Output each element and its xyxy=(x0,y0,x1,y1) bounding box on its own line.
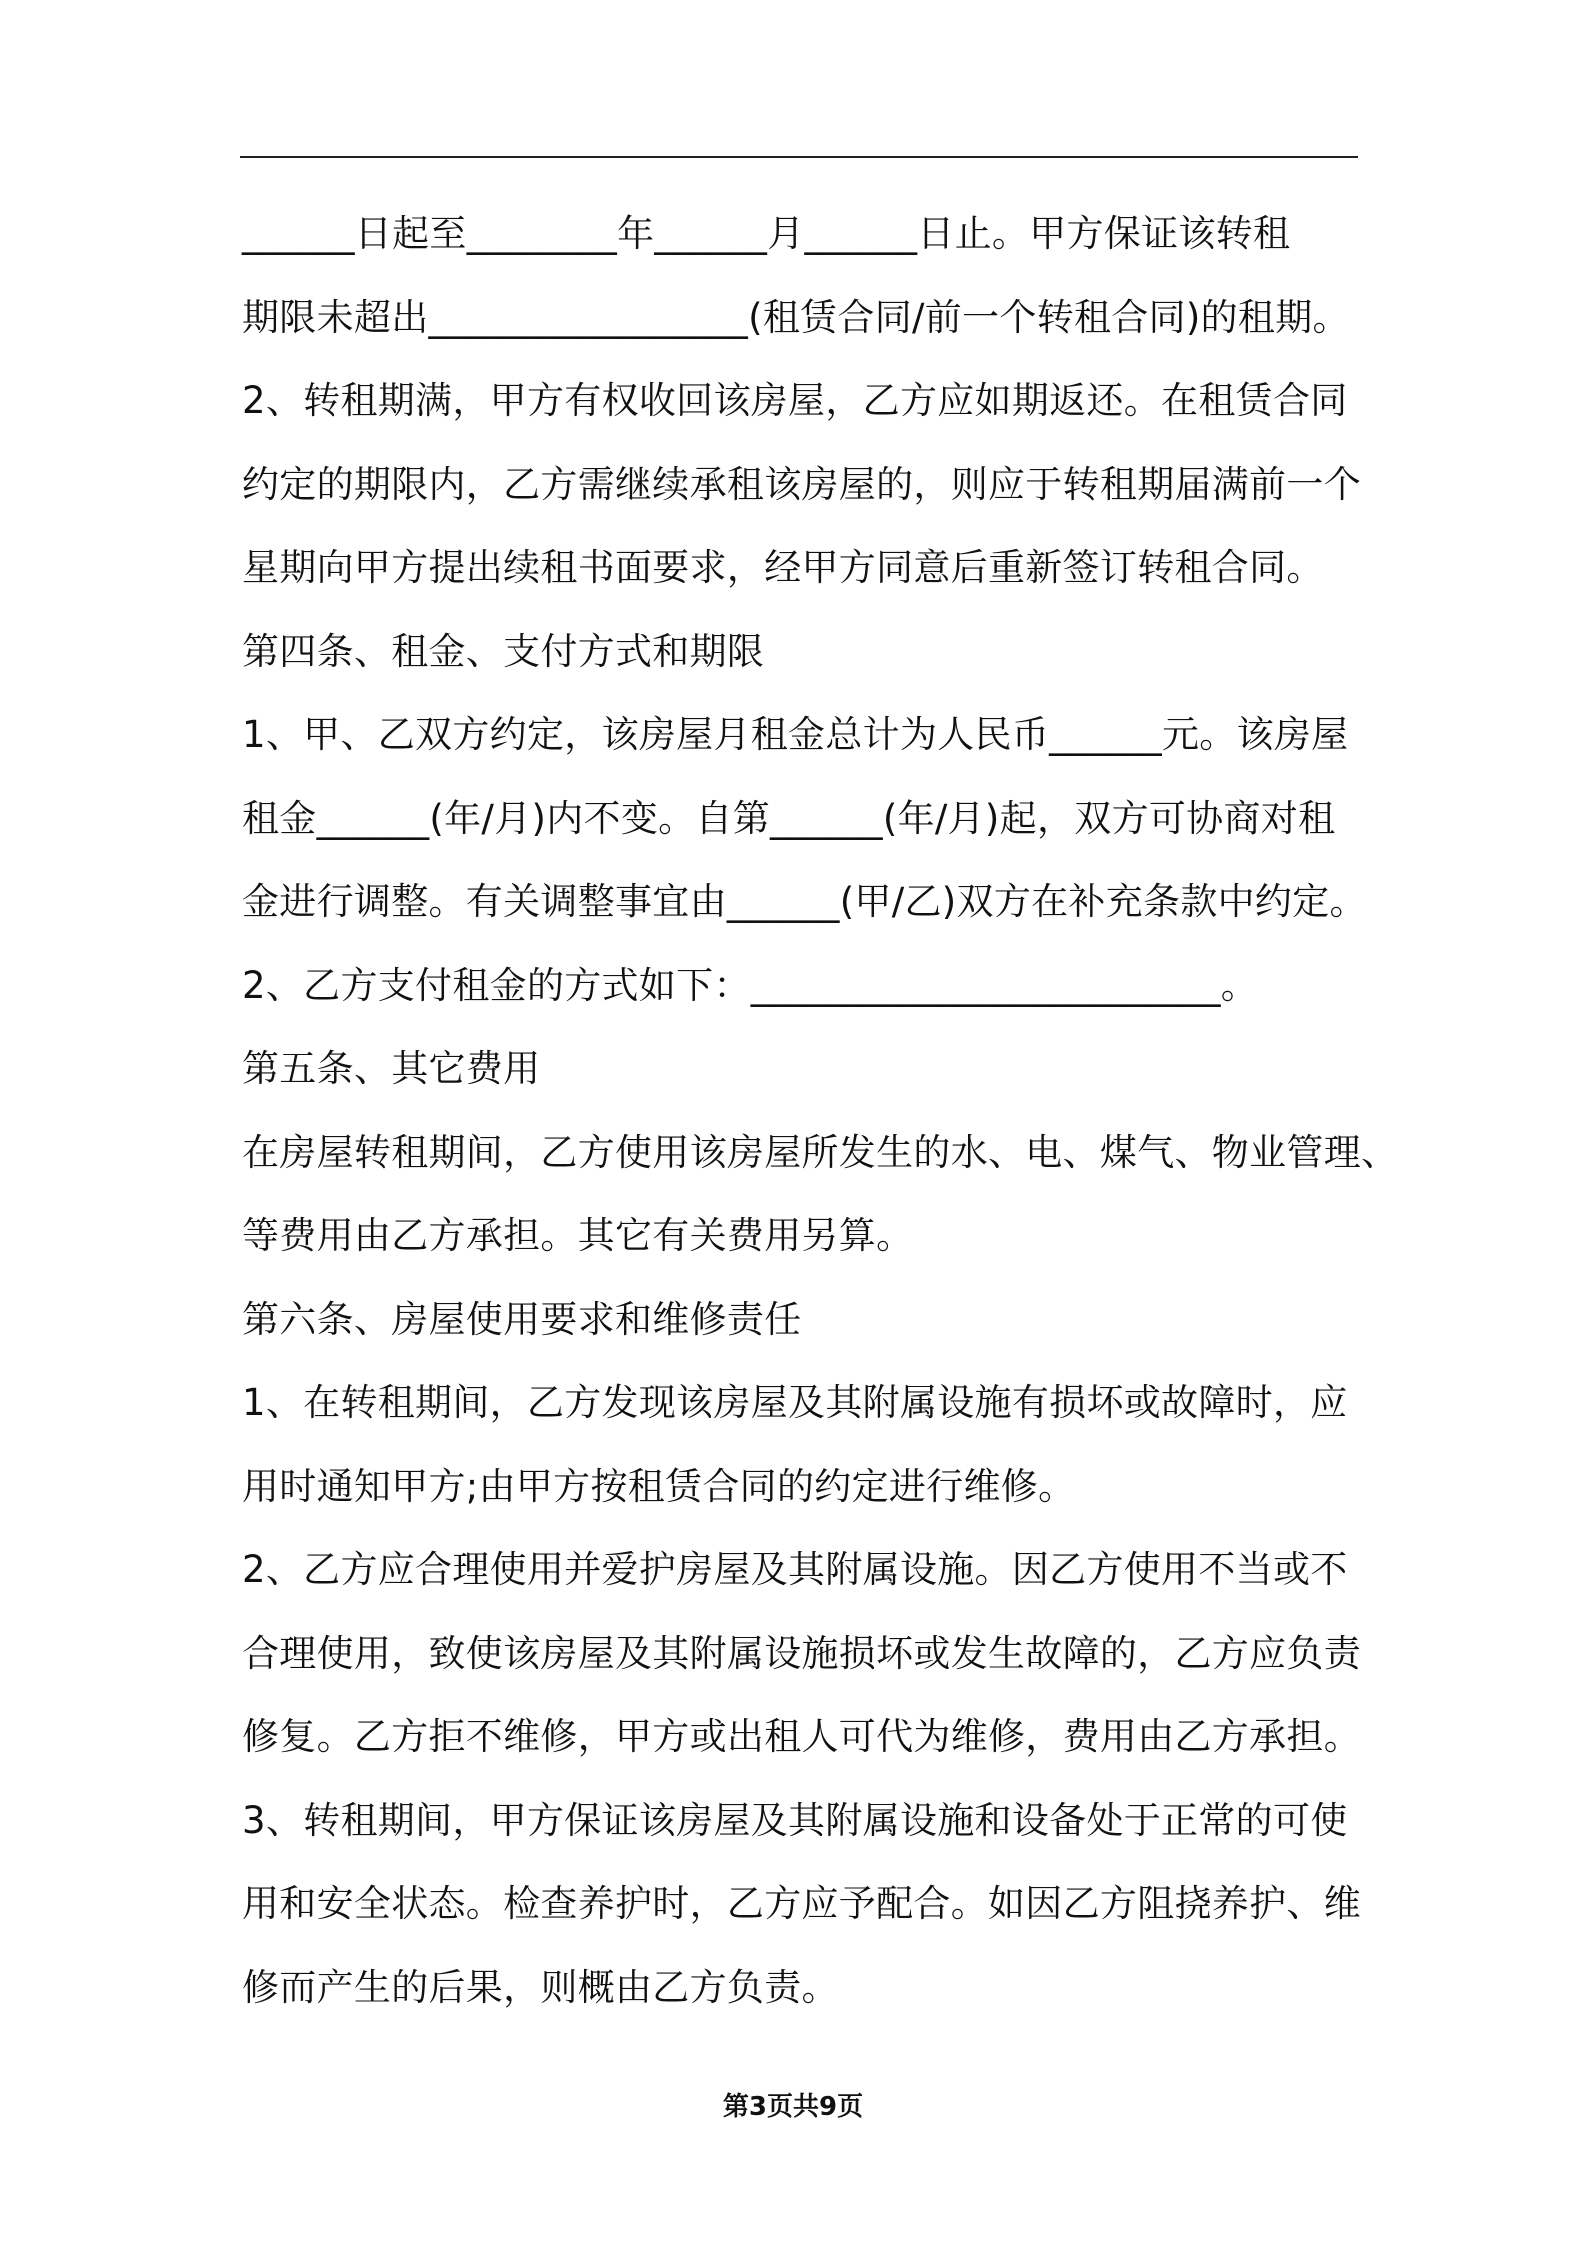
text-line: 用时通知甲方;由甲方按租赁合同的约定进行维修。 xyxy=(242,1464,1076,1508)
text-line: 用和安全状态。检查养护时，乙方应予配合。如因乙方阻挠养护、维 xyxy=(242,1882,1361,1925)
section-heading: 第六条、房屋使用要求和维修责任 xyxy=(242,1297,802,1341)
text-line: 2、乙方应合理使用并爱护房屋及其附属设施。因乙方使用不当或不 xyxy=(242,1548,1348,1591)
text-line: 租金______(年/月)内不变。自第______(年/月)起，双方可协商对租 xyxy=(242,796,1336,840)
text-line: ______日起至________年______月______日止。甲方保证该转租 xyxy=(242,212,1291,255)
section-heading: 第五条、其它费用 xyxy=(242,1047,541,1090)
section-heading: 第四条、租金、支付方式和期限 xyxy=(242,629,765,673)
text-line: 3、转租期间，甲方保证该房屋及其附属设施和设备处于正常的可使 xyxy=(242,1798,1348,1842)
text-line: 等费用由乙方承担。其它有关费用另算。 xyxy=(242,1214,914,1257)
header-rule xyxy=(240,156,1358,158)
text-line: 1、甲、乙双方约定，该房屋月租金总计为人民币______元。该房屋 xyxy=(242,713,1349,756)
text-line: 修复。乙方拒不维修，甲方或出租人可代为维修，费用由乙方承担。 xyxy=(242,1715,1361,1758)
page-number: 第3页共9页 xyxy=(722,2092,864,2122)
document-body xyxy=(242,192,1399,2029)
text-line: 修而产生的后果，则概由乙方负责。 xyxy=(242,1965,839,2009)
text-line: 2、乙方支付租金的方式如下：_________________________。 xyxy=(242,963,1259,1007)
text-line: 星期向甲方提出续租书面要求，经甲方同意后重新签订转租合同。 xyxy=(242,546,1324,589)
text-line: 合理使用，致使该房屋及其附属设施损坏或发生故障的，乙方应负责 xyxy=(242,1631,1361,1675)
text-line: 约定的期限内，乙方需继续承租该房屋的，则应于转租期届满前一个 xyxy=(242,462,1361,506)
text-line: 1、在转租期间，乙方发现该房屋及其附属设施有损坏或故障时，应 xyxy=(242,1381,1348,1424)
text-line: 在房屋转租期间，乙方使用该房屋所发生的水、电、煤气、物业管理、 xyxy=(242,1130,1399,1174)
text-line: 期限未超出_________________(租赁合同/前一个转租合同)的租期。 xyxy=(242,295,1350,339)
text-line: 金进行调整。有关调整事宜由______(甲/乙)双方在补充条款中约定。 xyxy=(242,880,1367,923)
text-line: 2、转租期满，甲方有权收回该房屋，乙方应如期返还。在租赁合同 xyxy=(242,379,1348,422)
